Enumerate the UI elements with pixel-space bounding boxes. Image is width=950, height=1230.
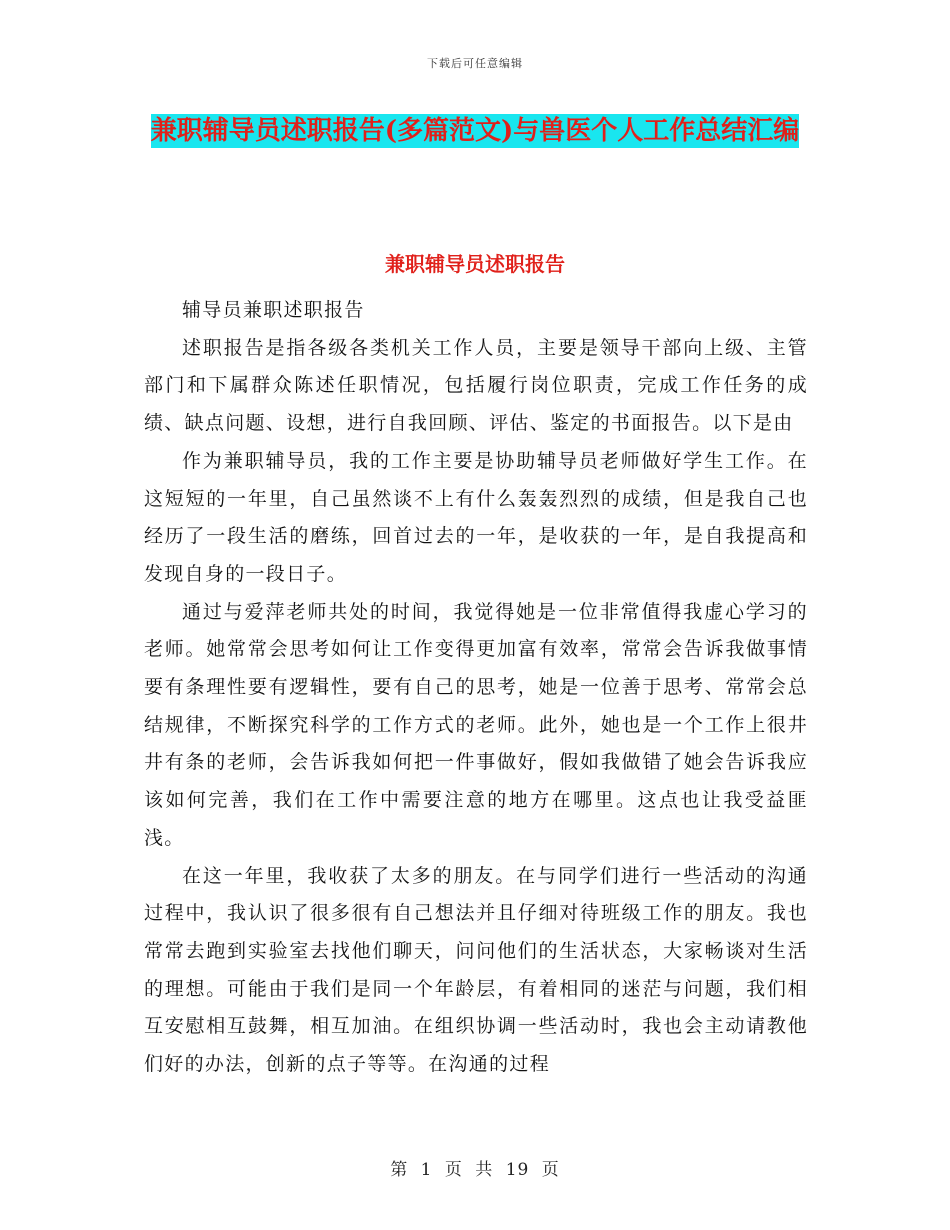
page-footer: 第 1 页 共 19 页 — [390, 1160, 560, 1180]
document-title-text: 兼职辅导员述职报告(多篇范文)与兽医个人工作总结汇编 — [150, 116, 800, 146]
paragraph: 作为兼职辅导员，我的工作主要是协助辅导员老师做好学生工作。在这短短的一年里，自己虽然谈不上有什么轰轰烈烈的成绩，但是我自己也经历了一段生活的磨练，回首过去的一年，是收获的一年，是自我提高和发现自身的一段日子。 — [144, 449, 808, 585]
paragraph: 通过与爱萍老师共处的时间，我觉得她是一位非常值得我虚心学习的老师。她常常会思考如何让工作变得更加富有效率，常常会告诉我做事情要有条理性要有逻辑性，要有自己的思考，她是一位善于思考、常常会总结规律，不断探究科学的工作方式的老师。此外，她也是一个工作上很井井有条的老师，会告诉我如何把一件事做好，假如我做错了她会告诉我应该如何完善，我们在工作中需要注意的地方在哪里。这点也让我受益匪浅。 — [144, 600, 808, 849]
paragraph: 述职报告是指各级各类机关工作人员，主要是领导干部向上级、主管部门和下属群众陈述任职情况，包括履行岗位职责，完成工作任务的成绩、缺点问题、设想，进行自我回顾、评估、鉴定的书面报告。以下是由 — [144, 336, 808, 435]
paragraph: 在这一年里，我收获了太多的朋友。在与同学们进行一些活动的沟通过程中，我认识了很多很有自己想法并且仔细对待班级工作的朋友。我也常常去跑到实验室去找他们聊天，问问他们的生活状态，大家畅谈对生活的理想。可能由于我们是同一个年龄层，有着相同的迷茫与问题，我们相互安慰相互鼓舞，相互加油。在组织协调一些活动时，我也会主动请教他们好的办法，创新的点子等等。在沟通的过程 — [144, 864, 808, 1076]
document-title — [140, 108, 810, 154]
section-title: 兼职辅导员述职报告 — [385, 252, 565, 276]
document-body — [144, 292, 808, 1084]
paragraph: 辅导员兼职述职报告 — [182, 299, 365, 321]
header-note: 下载后可任意编辑 — [427, 57, 523, 70]
